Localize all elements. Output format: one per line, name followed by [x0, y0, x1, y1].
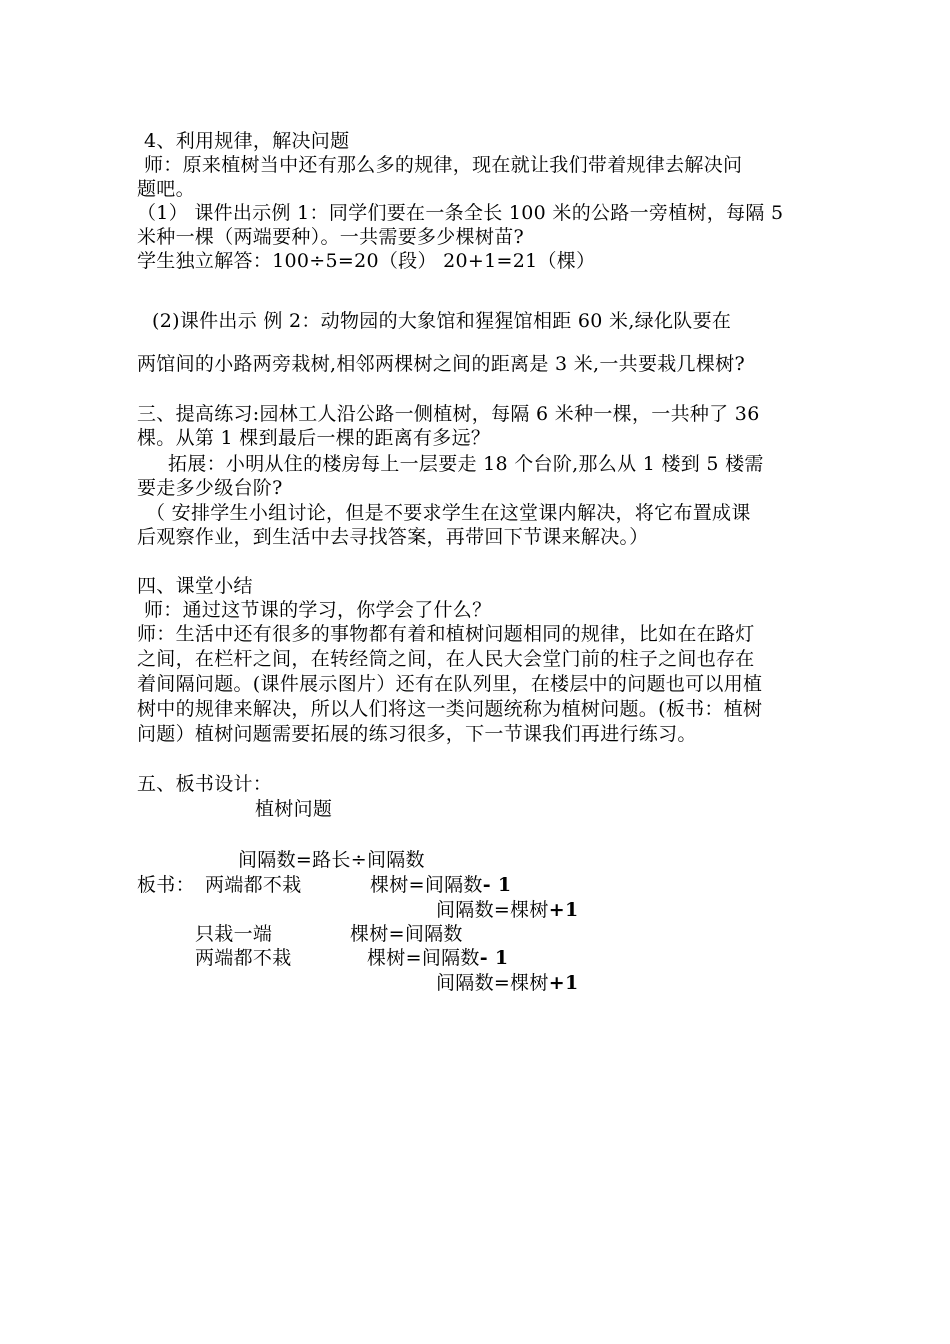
- board-case-2-name: 只栽一端: [195, 923, 273, 945]
- summary-heading: 四、课堂小结: [137, 575, 253, 597]
- summary-question: 师：通过这节课的学习，你学会了什么？: [144, 599, 492, 621]
- board-case-3-formula-2: 间隔数=棵树+1: [436, 972, 579, 994]
- summary-paragraph-line-1: 师：生活中还有很多的事物都有着和植树问题相同的规律，比如在在路灯: [137, 623, 755, 645]
- teacher-intro-line-1: 师：原来植树当中还有那么多的规律，现在就让我们带着规律去解决问: [144, 154, 743, 176]
- example-1-line-1: （1） 课件出示例 1：同学们要在一条全长 100 米的公路一旁植树，每隔 5: [137, 202, 784, 224]
- summary-paragraph-line-5: 问题）植树问题需要拓展的练习很多，下一节课我们再进行练习。: [137, 723, 697, 745]
- extension-line-2: 要走多少级台阶?: [137, 477, 283, 499]
- summary-paragraph-line-2: 之间，在栏杆之间，在转经筒之间，在人民大会堂门前的柱子之间也存在: [137, 648, 755, 670]
- board-title: 植树问题: [255, 798, 333, 820]
- section-heading-4: 4、利用规律，解决问题: [144, 130, 350, 152]
- note-line-1: （ 安排学生小组讨论，但是不要求学生在这堂课内解决，将它布置成课: [146, 502, 751, 524]
- practice-line-2: 棵。从第 1 棵到最后一棵的距离有多远？: [137, 427, 491, 449]
- board-case-1-formula-1: 棵树=间隔数- 1: [370, 874, 512, 896]
- board-case-1-name: 两端都不栽: [205, 874, 302, 896]
- example-2-line-2: 两馆间的小路两旁栽树,相邻两棵树之间的距离是 3 米,一共要栽几棵树?: [137, 353, 745, 375]
- extension-line-1: 拓展：小明从住的楼房每上一层要走 18 个台阶,那么从 1 楼到 5 楼需: [168, 453, 764, 475]
- summary-paragraph-line-3: 着间隔问题。(课件展示图片）还有在队列里，在楼层中的问题也可以用植: [137, 673, 763, 695]
- practice-line-1: 三、提高练习:园林工人沿公路一侧植树，每隔 6 米种一棵，一共种了 36: [137, 403, 760, 425]
- board-case-1-formula-2: 间隔数=棵树+1: [436, 899, 579, 921]
- board-case-2-formula-1: 棵树=间隔数: [350, 923, 463, 945]
- board-formula-interval: 间隔数=路长÷间隔数: [238, 849, 425, 871]
- board-case-3-name: 两端都不栽: [195, 947, 292, 969]
- summary-paragraph-line-4: 树中的规律来解决，所以人们将这一类问题统称为植树问题。(板书：植树: [137, 698, 763, 720]
- board-label: 板书：: [137, 874, 195, 896]
- example-1-answer: 学生独立解答：100÷5=20（段） 20+1=21（棵）: [137, 250, 596, 272]
- board-heading: 五、板书设计：: [137, 773, 273, 795]
- note-line-2: 后观察作业，到生活中去寻找答案，再带回下节课来解决。）: [137, 526, 649, 548]
- teacher-intro-line-2: 题吧。: [137, 178, 195, 200]
- example-1-line-2: 米种一棵（两端要种）。一共需要多少棵树苗?: [137, 226, 524, 248]
- board-case-3-formula-1: 棵树=间隔数- 1: [367, 947, 509, 969]
- example-2-line-1: (2)课件出示 例 2：动物园的大象馆和猩猩馆相距 60 米,绿化队要在: [152, 310, 732, 332]
